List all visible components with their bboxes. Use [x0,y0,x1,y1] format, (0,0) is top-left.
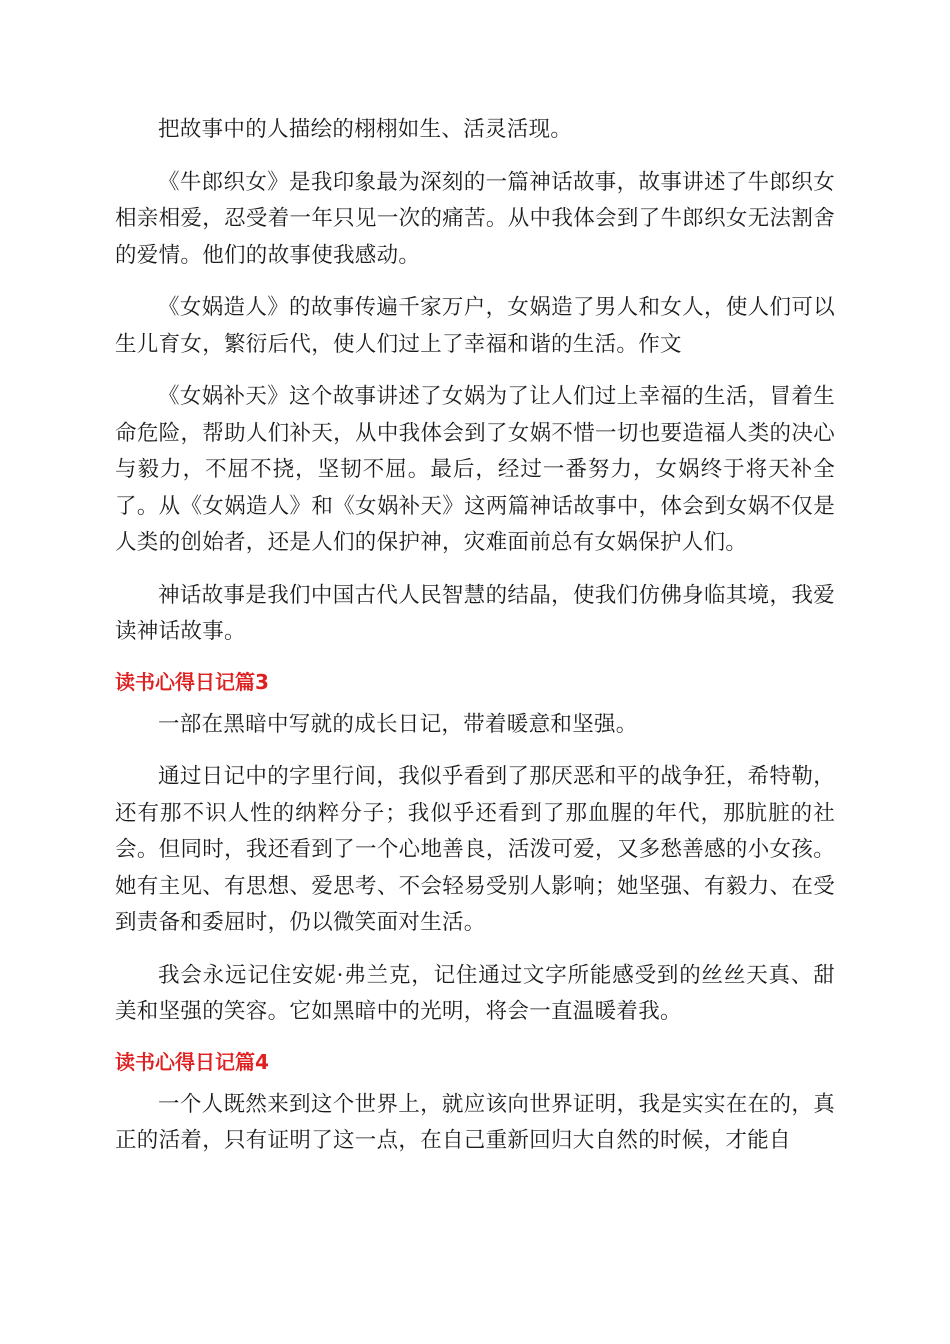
section-heading: 读书心得日记篇4 [115,1049,269,1074]
paragraph: 通过日记中的字里行间，我似乎看到了那厌恶和平的战争狂，希特勒，还有那不识人性的纳粹分子；我似乎还看到了那血腥的年代，那肮脏的社会。但同时，我还看到了一个心地善良，活泼可爱，又多愁善感的小女孩。她有主见、有思想、爱思考、不会轻易受别人影响；她坚强、有毅力、在受到责备和委屈时，仍以微笑面对生活。 [115,764,835,935]
paragraph: 把故事中的人描绘的栩栩如生、活灵活现。 [158,117,573,142]
paragraph: 《女娲造人》的故事传遍千家万户，女娲造了男人和女人，使人们可以生儿育女，繁衍后代，使人们过上了幸福和谐的生活。作文 [115,295,835,357]
paragraph: 一个人既然来到这个世界上，就应该向世界证明，我是实实在在的，真正的活着，只有证明了这一点，在自己重新回归大自然的时候，才能自 [115,1091,835,1153]
paragraph: 神话故事是我们中国古代人民智慧的结晶，使我们仿佛身临其境，我爱读神话故事。 [115,582,835,644]
section-heading: 读书心得日记篇3 [115,669,269,694]
paragraph: 我会永远记住安妮·弗兰克，记住通过文字所能感受到的丝丝天真、甜美和坚强的笑容。它如黑暗中的光明，将会一直温暖着我。 [115,962,835,1024]
paragraph: 一部在黑暗中写就的成长日记，带着暖意和坚强。 [158,711,638,737]
paragraph: 《牛郎织女》是我印象最为深刻的一篇神话故事，故事讲述了牛郎织女相亲相爱，忍受着一年只见一次的痛苦。从中我体会到了牛郎织女无法割舍的爱情。他们的故事使我感动。 [115,169,835,268]
paragraph: 《女娲补天》这个故事讲述了女娲为了让人们过上幸福的生活，冒着生命危险，帮助人们补天，从中我体会到了女娲不惜一切也要造福人类的决心与毅力，不屈不挠，坚韧不屈。最后，经过一番努力，女娲终于将天补全了。从《女娲造人》和《女娲补天》这两篇神话故事中，体会到女娲不仅是人类的创始者，还是人们的保护神，灾难面前总有女娲保护人们。 [115,384,835,555]
document-body [115,112,835,1176]
